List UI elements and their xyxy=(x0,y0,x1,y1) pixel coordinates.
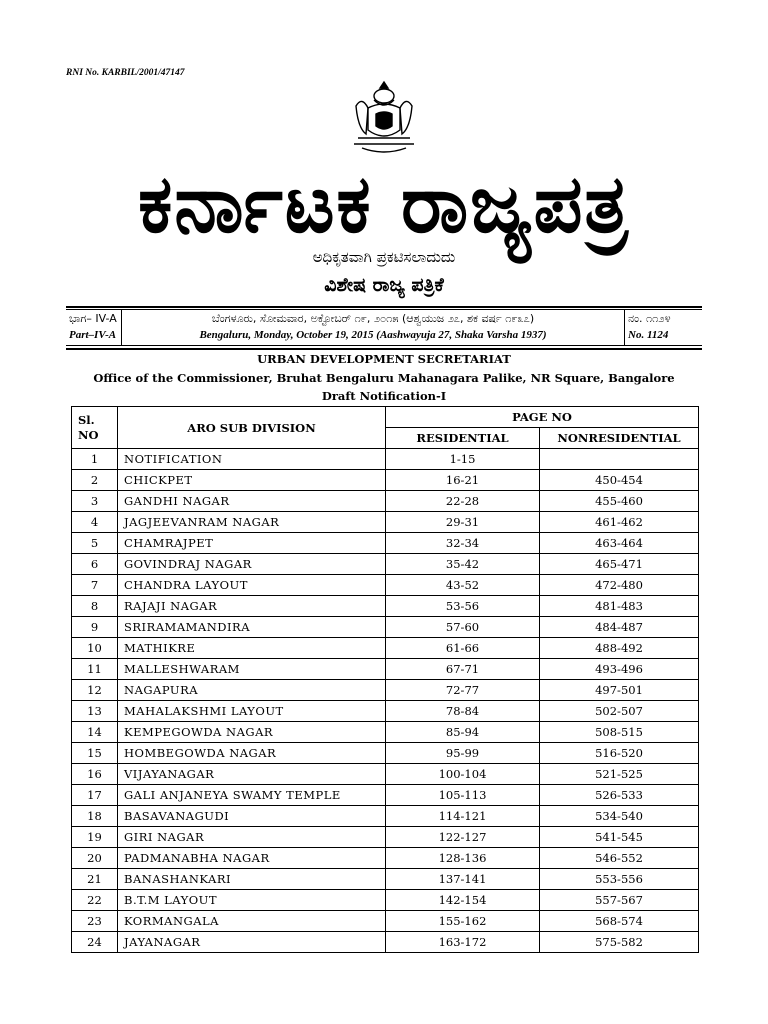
sl-cell: 14 xyxy=(72,722,118,743)
nonresidential-cell: 455-460 xyxy=(540,491,699,512)
nonresidential-cell: 541-545 xyxy=(540,827,699,848)
nonresidential-cell: 534-540 xyxy=(540,806,699,827)
sl-cell: 24 xyxy=(72,932,118,953)
division-cell: VIJAYANAGAR xyxy=(118,764,386,785)
nonresidential-cell: 568-574 xyxy=(540,911,699,932)
sl-cell: 7 xyxy=(72,575,118,596)
sl-cell: 10 xyxy=(72,638,118,659)
sl-cell: 17 xyxy=(72,785,118,806)
table-row xyxy=(72,911,699,932)
division-cell: RAJAJI NAGAR xyxy=(118,596,386,617)
nonresidential-cell: 450-454 xyxy=(540,470,699,491)
notification-title: Draft Notification-I xyxy=(321,389,447,403)
sl-cell: 23 xyxy=(72,911,118,932)
nonresidential-cell: 481-483 xyxy=(540,596,699,617)
division-cell: NAGAPURA xyxy=(118,680,386,701)
part-english: Part–IV-A xyxy=(69,329,117,341)
residential-cell: 114-121 xyxy=(386,806,540,827)
nonresidential-cell xyxy=(540,449,699,470)
division-cell: GALI ANJANEYA SWAMY TEMPLE xyxy=(118,785,386,806)
table-row xyxy=(72,680,699,701)
table-row xyxy=(72,806,699,827)
division-cell: CHANDRA LAYOUT xyxy=(118,575,386,596)
sl-cell: 3 xyxy=(72,491,118,512)
nonresidential-cell: 557-567 xyxy=(540,890,699,911)
nonresidential-cell: 463-464 xyxy=(540,533,699,554)
residential-cell: 72-77 xyxy=(386,680,540,701)
sl-cell: 13 xyxy=(72,701,118,722)
table-row xyxy=(72,932,699,953)
residential-cell: 67-71 xyxy=(386,659,540,680)
table-row xyxy=(72,638,699,659)
issue-info-bar xyxy=(66,310,702,346)
nonresidential-cell: 461-462 xyxy=(540,512,699,533)
issue-number-english: No. 1124 xyxy=(628,329,669,341)
sl-cell: 8 xyxy=(72,596,118,617)
sl-cell: 6 xyxy=(72,554,118,575)
division-cell: JAGJEEVANRAM NAGAR xyxy=(118,512,386,533)
sl-cell: 1 xyxy=(72,449,118,470)
table-row xyxy=(72,449,699,470)
residential-cell: 57-60 xyxy=(386,617,540,638)
nonresidential-cell: 526-533 xyxy=(540,785,699,806)
division-cell: MALLESHWARAM xyxy=(118,659,386,680)
division-cell: JAYANAGAR xyxy=(118,932,386,953)
sl-cell: 9 xyxy=(72,617,118,638)
residential-cell: 105-113 xyxy=(386,785,540,806)
sl-cell: 12 xyxy=(72,680,118,701)
nonresidential-cell: 508-515 xyxy=(540,722,699,743)
table-row xyxy=(72,617,699,638)
division-cell: PADMANABHA NAGAR xyxy=(118,848,386,869)
table-row xyxy=(72,554,699,575)
nonresidential-cell: 484-487 xyxy=(540,617,699,638)
residential-cell: 163-172 xyxy=(386,932,540,953)
residential-cell: 142-154 xyxy=(386,890,540,911)
table-row xyxy=(72,659,699,680)
division-cell: GOVINDRAJ NAGAR xyxy=(118,554,386,575)
table-row xyxy=(72,596,699,617)
residential-cell: 155-162 xyxy=(386,911,540,932)
nonresidential-cell: 488-492 xyxy=(540,638,699,659)
residential-cell: 22-28 xyxy=(386,491,540,512)
rni-number: RNI No. KARBIL/2001/47147 xyxy=(66,68,185,78)
residential-cell: 137-141 xyxy=(386,869,540,890)
nonresidential-cell: 497-501 xyxy=(540,680,699,701)
table-row xyxy=(72,701,699,722)
nonresidential-cell: 465-471 xyxy=(540,554,699,575)
table-row xyxy=(72,869,699,890)
division-cell: CHAMRAJPET xyxy=(118,533,386,554)
table-row xyxy=(72,533,699,554)
nonresidential-cell: 502-507 xyxy=(540,701,699,722)
sl-cell: 11 xyxy=(72,659,118,680)
table-row xyxy=(72,764,699,785)
residential-header: RESIDENTIAL xyxy=(386,428,540,449)
table-row xyxy=(72,827,699,848)
published-by-authority: ಅಧಿಕೃತವಾಗಿ ಪ್ರಕಟಿಸಲಾದುದು xyxy=(312,248,456,266)
gazette-masthead: ಕರ್ನಾಟಕ ರಾಜ್ಯಪತ್ರ xyxy=(138,156,630,251)
residential-cell: 85-94 xyxy=(386,722,540,743)
sl-cell: 15 xyxy=(72,743,118,764)
sl-cell: 2 xyxy=(72,470,118,491)
table-body xyxy=(72,449,699,953)
nonresidential-cell: 546-552 xyxy=(540,848,699,869)
residential-cell: 43-52 xyxy=(386,575,540,596)
division-cell: NOTIFICATION xyxy=(118,449,386,470)
page-index-table xyxy=(71,406,699,953)
table-row xyxy=(72,890,699,911)
nonresidential-header: NONRESIDENTIAL xyxy=(540,428,699,449)
sl-cell: 21 xyxy=(72,869,118,890)
residential-cell: 122-127 xyxy=(386,827,540,848)
nonresidential-cell: 521-525 xyxy=(540,764,699,785)
issue-number-box xyxy=(624,310,702,346)
division-header: ARO SUB DIVISION xyxy=(118,407,386,449)
residential-cell: 32-34 xyxy=(386,533,540,554)
office-heading: Office of the Commissioner, Bruhat Bengaluru Mahanagara Palike, NR Square, Bangalore xyxy=(93,371,675,385)
page-no-header: PAGE NO xyxy=(386,407,699,428)
infobar-top-rule xyxy=(66,306,702,308)
residential-cell: 95-99 xyxy=(386,743,540,764)
part-kannada: ಭಾಗ– IV-A xyxy=(69,312,117,325)
date-box xyxy=(122,310,624,346)
division-cell: KEMPEGOWDA NAGAR xyxy=(118,722,386,743)
division-cell: HOMBEGOWDA NAGAR xyxy=(118,743,386,764)
residential-cell: 53-56 xyxy=(386,596,540,617)
sl-cell: 19 xyxy=(72,827,118,848)
department-heading: URBAN DEVELOPMENT SECRETARIAT xyxy=(257,352,511,366)
sl-no-header: Sl. NO xyxy=(72,407,118,449)
division-cell: MAHALAKSHMI LAYOUT xyxy=(118,701,386,722)
date-english: Bengaluru, Monday, October 19, 2015 (Aashwayuja 27, Shaka Varsha 1937) xyxy=(199,329,547,341)
table-row xyxy=(72,848,699,869)
division-cell: SRIRAMAMANDIRA xyxy=(118,617,386,638)
residential-cell: 16-21 xyxy=(386,470,540,491)
sl-cell: 5 xyxy=(72,533,118,554)
division-cell: BASAVANAGUDI xyxy=(118,806,386,827)
table-row xyxy=(72,470,699,491)
table-row xyxy=(72,743,699,764)
sl-cell: 16 xyxy=(72,764,118,785)
division-cell: MATHIKRE xyxy=(118,638,386,659)
division-cell: B.T.M LAYOUT xyxy=(118,890,386,911)
nonresidential-cell: 575-582 xyxy=(540,932,699,953)
residential-cell: 100-104 xyxy=(386,764,540,785)
residential-cell: 35-42 xyxy=(386,554,540,575)
sl-cell: 4 xyxy=(72,512,118,533)
nonresidential-cell: 472-480 xyxy=(540,575,699,596)
state-emblem-icon xyxy=(348,78,420,156)
residential-cell: 1-15 xyxy=(386,449,540,470)
division-cell: CHICKPET xyxy=(118,470,386,491)
table-row xyxy=(72,722,699,743)
residential-cell: 78-84 xyxy=(386,701,540,722)
table-row xyxy=(72,512,699,533)
division-cell: GANDHI NAGAR xyxy=(118,491,386,512)
division-cell: GIRI NAGAR xyxy=(118,827,386,848)
residential-cell: 29-31 xyxy=(386,512,540,533)
table-row xyxy=(72,575,699,596)
special-gazette-label: ವಿಶೇಷ ರಾಜ್ಯ ಪತ್ರಿಕೆ xyxy=(324,274,444,296)
residential-cell: 61-66 xyxy=(386,638,540,659)
sl-cell: 18 xyxy=(72,806,118,827)
nonresidential-cell: 553-556 xyxy=(540,869,699,890)
infobar-bottom-rule xyxy=(66,348,702,350)
date-kannada: ಬೆಂಗಳೂರು, ಸೋಮವಾರ, ಅಕ್ಟೋಬರ್ ೧೯, ೨೦೧೫ (ಆಶ್ವಯುಜ ೨೭, ಶಕ ವರ್ಷ ೧೯೩೭) xyxy=(211,312,535,325)
nonresidential-cell: 493-496 xyxy=(540,659,699,680)
part-box xyxy=(66,310,122,346)
sl-cell: 20 xyxy=(72,848,118,869)
table-row xyxy=(72,785,699,806)
table-row xyxy=(72,491,699,512)
issue-number-kannada: ನಂ. ೧೧೨೪ xyxy=(628,312,671,325)
infobar-bottom-rule-thin xyxy=(66,345,702,346)
division-cell: KORMANGALA xyxy=(118,911,386,932)
residential-cell: 128-136 xyxy=(386,848,540,869)
sl-cell: 22 xyxy=(72,890,118,911)
nonresidential-cell: 516-520 xyxy=(540,743,699,764)
division-cell: BANASHANKARI xyxy=(118,869,386,890)
